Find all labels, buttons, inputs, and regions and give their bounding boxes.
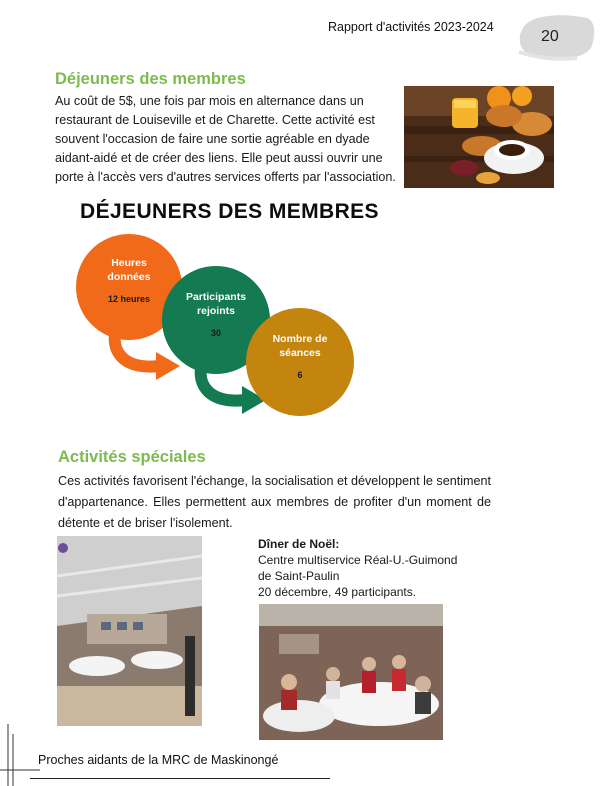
breakfast-photo bbox=[404, 86, 554, 188]
stat-circle-seances bbox=[246, 308, 354, 416]
footer-rule bbox=[30, 778, 330, 779]
event-location-city: de Saint-Paulin bbox=[258, 569, 340, 583]
christmas-dinner-hall-photo bbox=[57, 536, 202, 726]
footer-organization-name: Proches aidants de la MRC de Maskinongé bbox=[38, 753, 279, 767]
section-paragraph-activites: Ces activités favorisent l'échange, la socialisation et développent le sentiment d'appartenance. Elles permettent aux membres de profiter d'un moment de détente et de briser l'isolement. bbox=[58, 474, 491, 530]
section-title-activites: Activités spéciales bbox=[58, 448, 206, 466]
event-location: Centre multiservice Réal-U.-Guimond bbox=[258, 553, 458, 567]
event-details bbox=[258, 552, 478, 600]
stat-value: 30 bbox=[210, 328, 221, 338]
infographic-title: DÉJEUNERS DES MEMBRES bbox=[80, 200, 379, 223]
section-paragraph-dejeuners: Au coût de 5$, une fois par mois en alternance dans un restaurant de Louiseville et de Charette. Cette activité est souvent l'occasion de faire une sortie agréable en dyade aidant-aidé et de créer des liens. Elle peut aussi ouvrir une porte à l'accès vers d'autres services offerts par l'association. bbox=[55, 94, 396, 184]
event-date-participants: 20 décembre, 49 participants. bbox=[258, 585, 417, 599]
section-title-dejeuners: Déjeuners des membres bbox=[55, 70, 246, 88]
report-title: Rapport d'activités 2023-2024 bbox=[328, 20, 494, 34]
event-title: Dîner de Noël: bbox=[258, 537, 340, 551]
corner-decoration-lines bbox=[0, 724, 40, 786]
stat-label: Participants rejoints bbox=[185, 291, 247, 317]
christmas-dinner-guests-photo bbox=[259, 604, 443, 740]
stat-value: 12 heures bbox=[107, 294, 151, 304]
page-number: 20 bbox=[541, 28, 559, 45]
stat-label: Nombre de séances bbox=[272, 333, 328, 359]
stat-label: Heures données bbox=[107, 257, 151, 283]
stat-value: 6 bbox=[297, 370, 303, 380]
